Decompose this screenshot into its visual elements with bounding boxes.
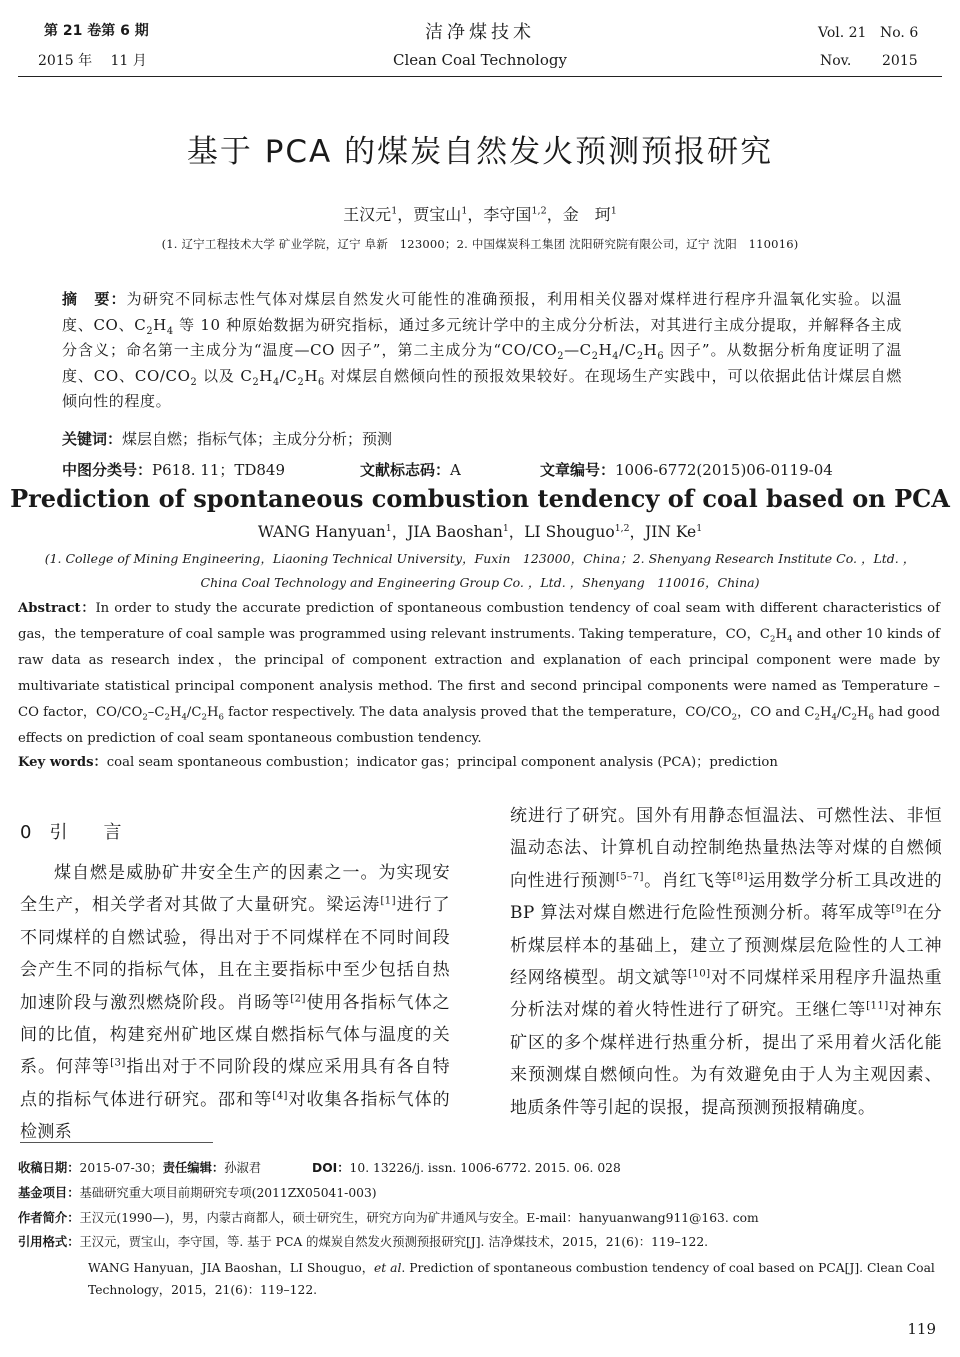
journal-name-cn: 洁净煤技术 [425, 22, 535, 43]
abstract-cn [62, 287, 902, 415]
keywords-en-text: coal seam spontaneous combustion；indicator gas；principal component analysis (PCA)；prediction [106, 755, 778, 770]
editor-label: 责任编辑： [162, 1161, 225, 1175]
keywords-cn [62, 428, 902, 449]
cite-cn: 王汉元，贾宝山，李守国，等. 基于 PCA 的煤炭自然发火预测预报研究[J]. 洁净煤技术，2015，21(6)：119–122. [79, 1235, 709, 1249]
keywords-cn-text: 煤层自燃；指标气体；主成分分析；预测 [122, 430, 393, 448]
fund-label: 基金项目： [18, 1186, 80, 1200]
cite-label: 引用格式： [18, 1235, 80, 1249]
footnote-fund [18, 1185, 940, 1201]
art-value: 1006-6772(2015)06-0119-04 [615, 461, 833, 479]
body-column-left [20, 857, 450, 1149]
paper-title-cn: 基于 PCA 的煤炭自然发火预测预报研究 [186, 134, 774, 170]
author-bio-label: 作者简介： [18, 1211, 80, 1225]
abstract-en-label: Abstract： [18, 601, 96, 616]
abstract-en [18, 596, 940, 752]
page-number: 119 [907, 1320, 936, 1338]
intro-paragraph-cont: 统进行了研究。国外有用静态恒温法、可燃性法、非恒温动态法、计算机自动控制绝热量热法等对煤的自燃倾向性进行预测[5–7]。肖红飞等[8]运用数学分析工具改进的 BP 算法对煤自燃进行危险性预测分析。蒋军成等[9]在分析煤层样本的基础上，建立了预测煤层危险性的人工神经网络模型。胡文斌等[10]对不同煤样采用程序升温热重分析法对煤的着火特性进行了研究。王继仁等[11]对神东矿区的多个煤样进行热重分析，提出了采用着火活化能来预测煤自燃倾向性。为有效避免由于人为主观因素、地质条件等引起的误报，提高预测预报精确度。 [510, 806, 943, 1118]
clc-number [62, 459, 285, 480]
doc-value: A [450, 461, 461, 479]
abstract-en-text: In order to study the accurate prediction of spontaneous combustion tendency of coal seam with different characteristics of gas，the temperature of coal sample was programmed using relevant instruments. Taking temperature，CO，$C_2H_4$ and other 10 kinds of raw data as research index，the principal of component extraction and explanation of each principal component were made by multivariate statistical principal component analysis method. The first and second principal components were named as Temperature –CO factor，$CO/CO_2-C_2H_4/C_2H_6$ factor respectively. The data analysis proved that the temperature，$CO/CO_2$，CO and $C_2H_4/C_2H_6$ had good effects on prediction of coal seam spontaneous combustion tendency. [18, 601, 940, 746]
year-en: 2015 [882, 53, 918, 69]
intro-paragraph: 煤自燃是威胁矿井安全生产的因素之一。为实现安全生产，相关学者对其做了大量研究。梁运涛[1]进行了不同煤样的自燃试验，得出对于不同煤样在不同时间段会产生不同的指标气体，且在主要指标中至少包括自热加速阶段与激烈燃烧阶段。肖旸等[2]使用各指标气体之间的比值，构建兖州矿地区煤自燃指标气体与温度的关系。何萍等[3]指出对于不同阶段的煤应采用具有各自特点的指标气体进行研究。邵和等[4]对收集各指标气体的检测系 [20, 863, 450, 1143]
affiliation-en-1: (1. College of Mining Engineering，Liaoning Technical University，Fuxin 123000，China；2. Shenyang Research Institute Co. ，Ltd. ， [44, 551, 916, 566]
author-bio: 王汉元(1990—)，男，内蒙古商都人，硕士研究生，研究方向为矿井通风与安全。E-mail：hanyuanwang911@163. com [79, 1211, 759, 1225]
clc-label: 中图分类号： [62, 461, 153, 479]
doc-code [360, 459, 461, 480]
doi-value: 10. 13226/j. issn. 1006-6772. 2015. 06. 028 [349, 1161, 621, 1175]
clc-value: P618. 11；TD849 [152, 461, 286, 479]
fund-value: 基础研究重大项目前期研究专项(2011ZX05041-003) [79, 1186, 377, 1200]
section-heading-intro: 0 引 言 [20, 822, 122, 843]
editor-name: 孙淑君 [224, 1161, 262, 1175]
number: No. 6 [880, 25, 919, 41]
header-rule [18, 76, 942, 77]
body-column-right [510, 800, 942, 1124]
month-en: Nov. [820, 53, 852, 69]
authors-cn: 王汉元$^1$，贾宝山$^1$，李守国$^{1,2}$，金 珂$^1$ [343, 205, 617, 224]
journal-name-en: Clean Coal Technology [393, 51, 567, 69]
affiliation-en-2: China Coal Technology and Engineering Group Co. ，Ltd. ，Shenyang 110016，China) [200, 575, 760, 590]
affiliation-cn: (1. 辽宁工程技术大学 矿业学院，辽宁 阜新 123000；2. 中国煤炭科工集团 沈阳研究院有限公司，辽宁 沈阳 110016) [161, 237, 799, 251]
issue-date: 2015 年 11 月 [38, 53, 147, 69]
doi-label: DOI： [312, 1161, 350, 1175]
authors-en: WANG Hanyuan$^1$，JIA Baoshan$^1$，LI Shouguo$^{1,2}$，JIN Ke$^1$ [257, 522, 703, 541]
issue-label: 第 21 卷第 6 期 [44, 23, 149, 39]
article-number [540, 459, 833, 480]
footnote-author [18, 1210, 940, 1226]
footnote-rule [20, 1142, 213, 1143]
paper-title-en: Prediction of spontaneous combustion tendency of coal based on PCA [10, 484, 950, 513]
keywords-en-label: Key words： [18, 755, 107, 770]
keywords-cn-label: 关键词： [62, 430, 123, 448]
keywords-en [18, 751, 940, 770]
footnote-citation-en: WANG Hanyuan，JIA Baoshan，LI Shouguo，et al. Prediction of spontaneous combustion tendency of coal based on PCA[J]. Clean Coal Technology，2015，21(6)：119–122. [88, 1261, 935, 1297]
received-date: 2015-07-30； [79, 1161, 163, 1175]
abstract-cn-text: 为研究不同标志性气体对煤层自然发火可能性的准确预报，利用相关仪器对煤样进行程序升温氧化实验。以温度、CO、$C_2H_4$ 等 10 种原始数据为研究指标，通过多元统计学中的主成分分析法，对其进行主成分提取，并解释各主成分含义；命名第一主成分为“温度—CO 因子”，第二主成分为“$CO/CO_2—C_2H_4/C_2H_6$ 因子”。从数据分析角度证明了温度、CO、$CO/CO_2$ 以及 $C_2H_4/C_2H_6$ 对煤层自燃倾向性的预报效果较好。在现场生产实践中，可以依据此估计煤层自燃倾向性的程度。 [62, 290, 903, 411]
art-label: 文章编号： [540, 461, 616, 479]
abstract-cn-label: 摘 要： [62, 290, 127, 308]
doc-label: 文献标志码： [360, 461, 451, 479]
received-label: 收稿日期： [18, 1161, 80, 1175]
volume: Vol. 21 [818, 25, 867, 41]
footnote-citation [18, 1234, 940, 1250]
footnote-received [18, 1160, 940, 1176]
